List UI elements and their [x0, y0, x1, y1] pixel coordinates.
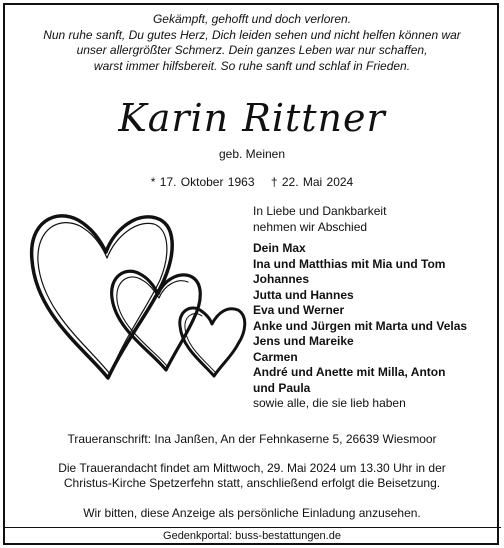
- poem-line: warst immer hilfsbereit. So ruhe sanft und schlaf in Frieden.: [93, 58, 411, 73]
- birth-date: * 17. Oktober 1963: [150, 175, 255, 189]
- footer-divider: [3, 527, 501, 528]
- mourner-list: [253, 241, 467, 396]
- invitation-note: Wir bitten, diese Anzeige als persönliche Einladung anzusehen.: [83, 506, 421, 520]
- mourners-block: [253, 204, 467, 412]
- service-line: Die Trauerandacht findet am Mittwoch, 29. Mai 2024 um 13.30 Uhr in der: [58, 461, 446, 475]
- mourning-address: Traueranschrift: Ina Janßen, An der Fehnkaserne 5, 26639 Wiesmoor: [67, 432, 437, 446]
- hearts-icon: [26, 200, 256, 380]
- closing-line: sowie alle, die sie lieb haben: [253, 396, 406, 410]
- poem-line: unser allergrößter Schmerz. Dein ganzes Leben war nur schaffen,: [76, 43, 428, 57]
- mourner-name: Eva und Werner: [253, 303, 345, 317]
- mourner-name: Dein Max: [253, 241, 306, 255]
- death-date: † 22. Mai 2024: [270, 175, 354, 189]
- intro-line: In Liebe und Dankbarkeit: [253, 204, 387, 218]
- life-dates: [0, 175, 504, 189]
- mourner-name: Jutta und Hannes: [253, 287, 354, 302]
- poem-line: Gekämpft, gehofft und doch verloren.: [152, 12, 352, 26]
- mourner-name: Carmen: [253, 349, 298, 364]
- birth-name: geb. Meinen: [218, 147, 286, 161]
- mourner-name: Jens und Mareike: [253, 334, 354, 348]
- mourner-name: André und Anette mit Milla, Anton: [253, 365, 446, 379]
- poem: [0, 12, 504, 74]
- farewell-intro: [253, 204, 467, 235]
- poem-line: Nun ruhe sanft, Du gutes Herz, Dich leiden sehen und nicht helfen können war: [43, 27, 461, 42]
- service-line: Christus-Kirche Spetzerfehn statt, anschließend erfolgt die Beisetzung.: [63, 476, 441, 490]
- intro-line: nehmen wir Abschied: [253, 219, 368, 234]
- service-info: [0, 461, 504, 491]
- deceased-name: Karin Rittner: [118, 96, 386, 140]
- mourner-name: Anke und Jürgen mit Marta und Velas: [253, 318, 468, 333]
- memorial-portal-link[interactable]: Gedenkportal: buss-bestattungen.de: [163, 530, 341, 542]
- mourner-name: Johannes: [253, 272, 310, 286]
- mourner-name: Ina und Matthias mit Mia und Tom: [253, 256, 446, 271]
- mourner-name: und Paula: [253, 380, 311, 395]
